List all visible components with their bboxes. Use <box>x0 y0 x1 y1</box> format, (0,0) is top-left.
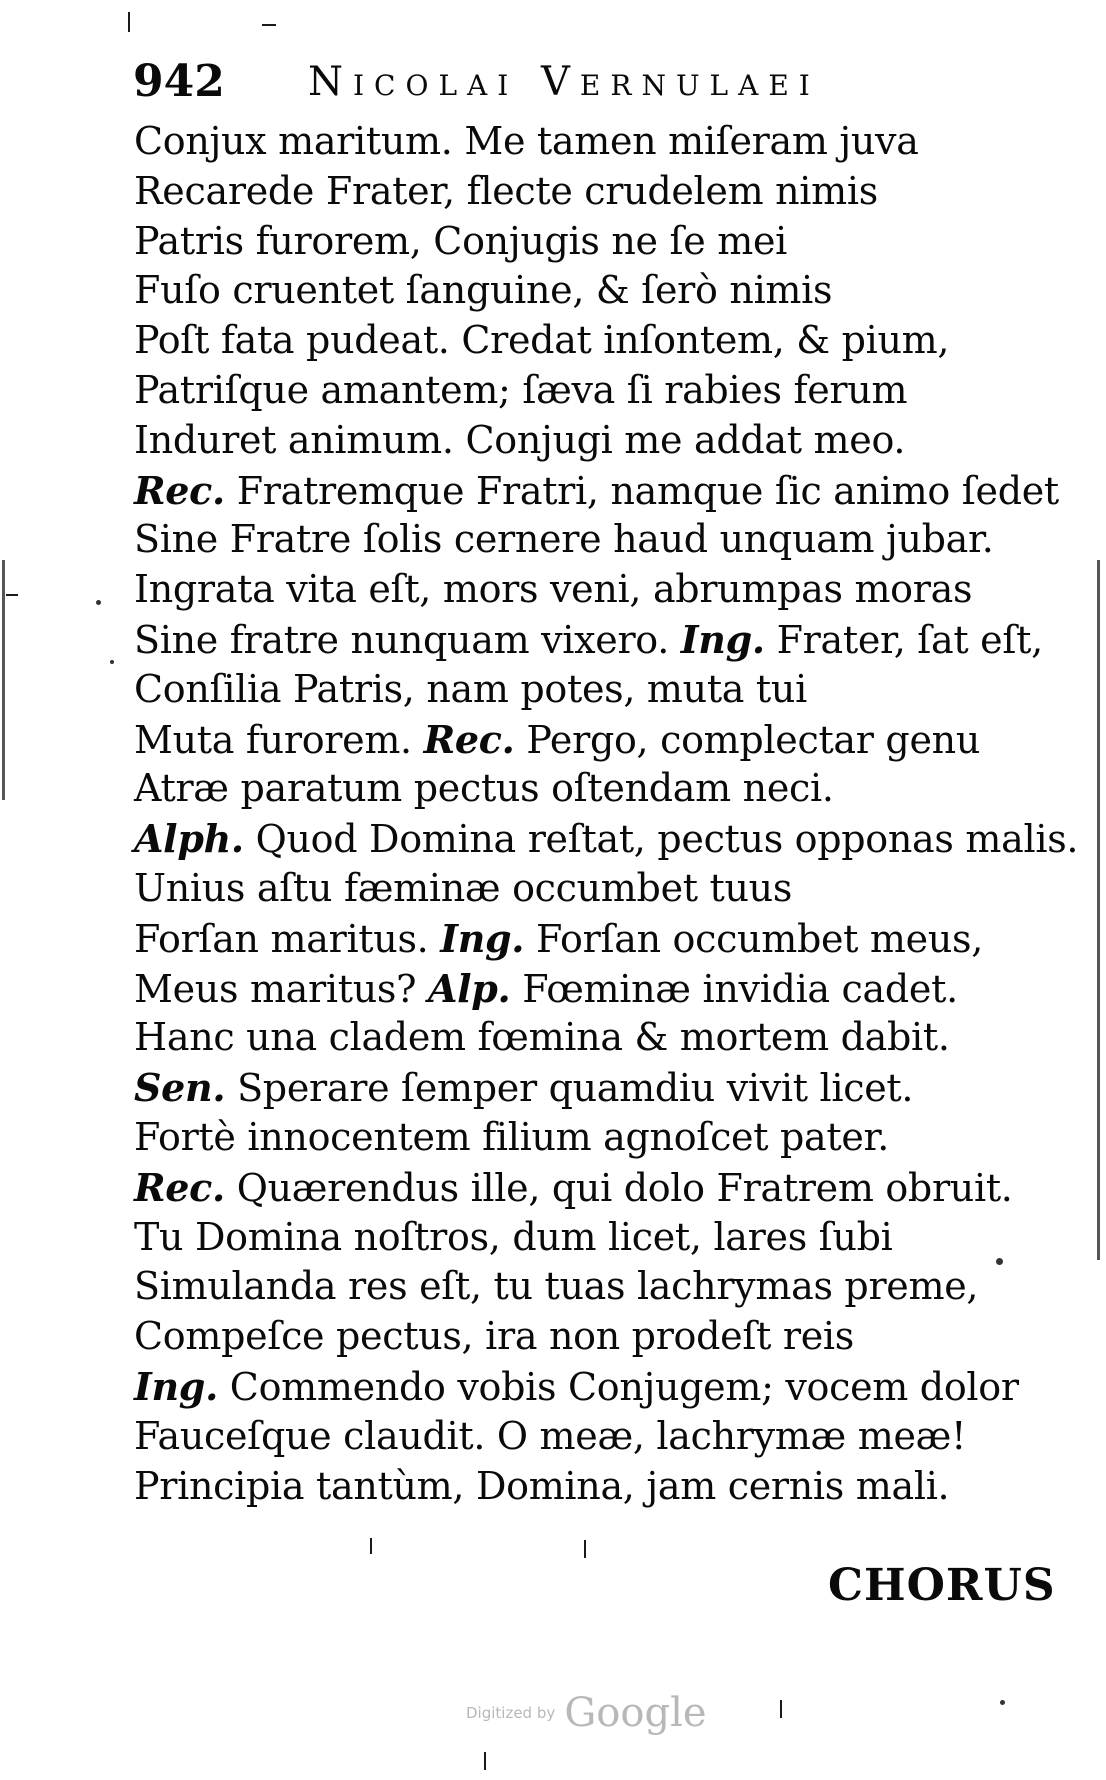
verse-text: Pergo, complectar genu <box>526 717 980 762</box>
verse-line <box>134 1013 1064 1063</box>
verse-line <box>134 1113 1064 1163</box>
speaker-label: Ing. <box>134 1363 219 1409</box>
digitized-watermark <box>466 1690 707 1736</box>
scan-mark <box>262 24 276 26</box>
speaker-label: Sen. <box>134 1065 226 1111</box>
verse-text: Conſilia Patris, nam potes, muta tui <box>134 666 807 711</box>
verse-line <box>134 1163 1064 1213</box>
verse-block <box>134 117 1079 1511</box>
verse-line <box>134 1412 1064 1462</box>
verse-text: Fortè innocentem filium agnoſcet pater. <box>134 1114 889 1159</box>
speaker-label: Alph. <box>134 816 244 862</box>
verse-line <box>134 1063 1064 1113</box>
verse-text: Sine fratre nunquam vixero. <box>134 617 669 662</box>
verse-text: Compeſce pectus, ira non prodeſt reis <box>134 1314 854 1359</box>
verse-line <box>134 615 1064 665</box>
scan-mark <box>6 594 18 596</box>
verse-line <box>134 964 1064 1014</box>
digitized-by-label: Digitized by <box>466 1704 556 1722</box>
running-title: Nicolai Vernulaei <box>308 59 820 105</box>
verse-text: Fauceſque claudit. O meæ, lachrymæ meæ! <box>134 1413 967 1458</box>
speaker-label: Alp. <box>427 965 511 1011</box>
verse-line <box>134 1462 1064 1512</box>
verse-text: Fuſo cruentet ſanguine, & ſerò nimis <box>134 268 833 313</box>
verse-text: Fœminæ invidia cadet. <box>522 966 958 1011</box>
verse-text: Hanc una cladem fœmina & mortem dabit. <box>134 1015 950 1060</box>
verse-text: Quærendus ille, qui dolo Fratrem obruit. <box>236 1165 1013 1210</box>
speaker-label: Rec. <box>423 716 515 762</box>
verse-text: Muta furorem. <box>134 717 412 762</box>
scan-speck <box>996 1258 1003 1265</box>
verse-line <box>134 316 1064 366</box>
verse-text: Sine Fratre ſolis cernere haud unquam jubar. <box>134 517 994 562</box>
verse-text: Quod Domina reſtat, pectus opponas malis. <box>255 817 1079 862</box>
verse-line <box>134 914 1064 964</box>
verse-text: Recarede Frater, flecte crudelem nimis <box>134 168 878 213</box>
verse-text: Poſt fata pudeat. Credat inſontem, & pium, <box>134 318 950 363</box>
verse-text: Simulanda res eſt, tu tuas lachrymas preme, <box>134 1264 979 1309</box>
verse-text: Sperare ſemper quamdiu vivit licet. <box>237 1066 914 1111</box>
verse-text: Patris furorem, Conjugis ne ſe mei <box>134 218 788 263</box>
verse-line <box>134 1213 1064 1263</box>
speaker-label: Rec. <box>134 1164 225 1210</box>
verse-text: Ingrata vita eſt, mors veni, abrumpas moras <box>134 567 973 612</box>
verse-line <box>134 864 1064 914</box>
page-header <box>133 52 933 112</box>
verse-text: Induret animum. Conjugi me addat meo. <box>134 417 906 462</box>
scan-mark <box>370 1538 372 1554</box>
speaker-label: Ing. <box>440 915 525 961</box>
catchword: CHORUS <box>828 1560 1056 1611</box>
verse-text: Atræ paratum pectus oſtendam neci. <box>134 766 834 811</box>
verse-line <box>134 1312 1064 1362</box>
verse-text: Tu Domina noſtros, dum licet, lares ſubi <box>134 1214 893 1259</box>
scan-mark <box>484 1752 486 1770</box>
scan-speck <box>1000 1700 1005 1705</box>
verse-line <box>134 814 1079 864</box>
verse-text: Frater, ſat eſt, <box>776 617 1043 662</box>
verse-line <box>134 665 1064 715</box>
verse-line <box>134 366 1064 416</box>
verse-text: Conjux maritum. Me tamen miſeram juva <box>134 119 919 163</box>
verse-text: Forſan occumbet meus, <box>536 916 984 961</box>
scan-speck <box>96 600 101 605</box>
verse-line <box>134 266 1064 316</box>
scan-speck <box>110 660 114 664</box>
verse-line <box>134 1262 1064 1312</box>
verse-text: Principia tantùm, Domina, jam cernis mali. <box>134 1463 950 1508</box>
verse-line <box>134 466 1064 516</box>
scan-mark <box>2 560 5 800</box>
speaker-label: Ing. <box>680 616 765 662</box>
scan-mark <box>1097 560 1100 1260</box>
verse-line <box>134 117 1064 167</box>
verse-line <box>134 1362 1064 1412</box>
google-logo: Google <box>564 1690 707 1736</box>
scan-mark <box>584 1540 586 1558</box>
verse-text: Forſan maritus. <box>134 916 429 961</box>
page-number: 942 <box>133 56 225 107</box>
verse-text: Commendo vobis Conjugem; vocem dolor <box>229 1364 1019 1409</box>
speaker-label: Rec. <box>134 467 225 513</box>
scan-mark <box>128 12 130 32</box>
verse-line <box>134 715 1064 765</box>
scan-mark <box>780 1700 782 1718</box>
verse-line <box>134 416 1064 466</box>
verse-text: Fratremque Fratri, namque ſic animo ſedet <box>236 468 1059 513</box>
verse-line <box>134 764 1064 814</box>
verse-line <box>134 515 1064 565</box>
verse-line <box>134 217 1064 267</box>
verse-line <box>134 167 1064 217</box>
verse-text: Meus maritus? <box>134 966 417 1011</box>
verse-line <box>134 565 1064 615</box>
verse-text: Unius aſtu fæminæ occumbet tuus <box>134 865 793 910</box>
verse-text: Patriſque amantem; ſæva ſi rabies ferum <box>134 367 908 412</box>
